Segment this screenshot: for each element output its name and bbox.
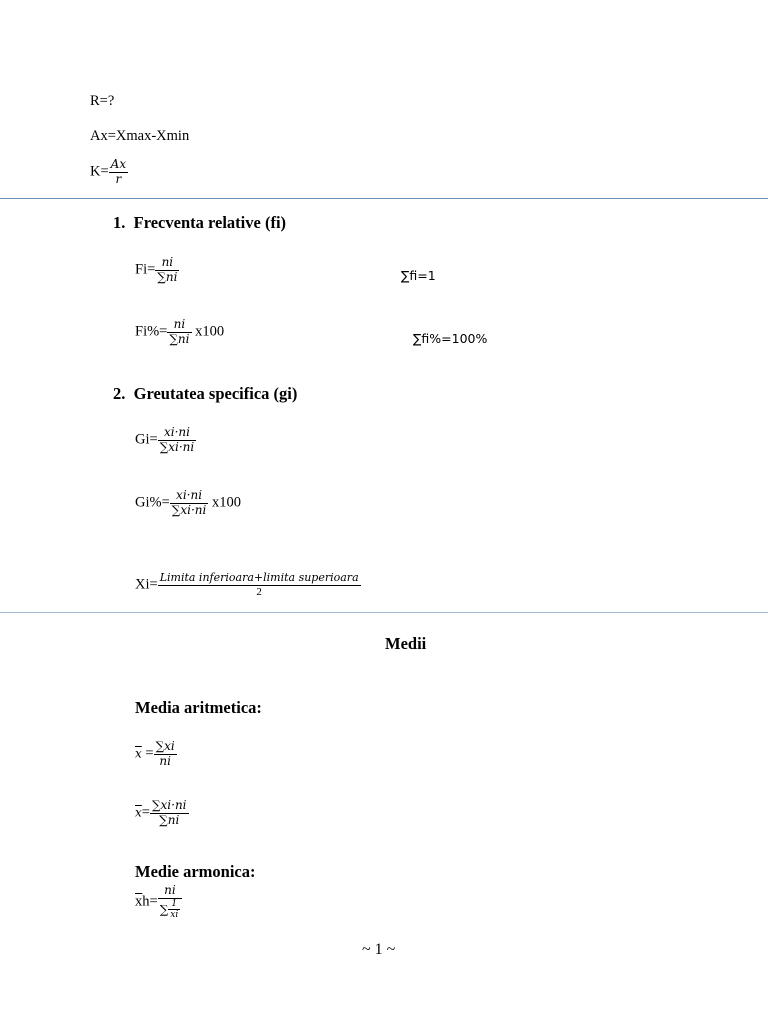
section1-heading	[113, 213, 286, 233]
fi-numerator: ni	[161, 255, 174, 269]
k-formula	[90, 158, 128, 187]
arm-inner-denominator: xi	[170, 910, 179, 921]
arit2-denominator: ∑ni	[150, 813, 189, 828]
ax-line: Ax=Xmax-Xmin	[90, 128, 190, 144]
arit2-numerator: ∑xi·ni	[151, 798, 187, 812]
arit1-eq: =	[145, 745, 154, 762]
fi-denominator: ∑ni	[157, 269, 178, 284]
arit2-fraction	[150, 799, 189, 828]
arm-inner-numerator: 1	[171, 898, 178, 909]
arit1-xbar: $\overline{x}$	[135, 746, 142, 761]
arm-fraction	[158, 884, 183, 920]
fi-fraction	[155, 256, 179, 285]
arit1-fraction	[154, 740, 177, 769]
arm-suffix: h=	[142, 893, 158, 910]
r-line: R=?	[90, 93, 115, 109]
medie-armonica-heading: Medie armonica:	[135, 862, 256, 881]
arm-xbar: $\overline{x}$	[135, 893, 143, 910]
gipct-formula	[135, 489, 241, 518]
k-label: K=	[90, 163, 109, 180]
arm-den-sum: ∑	[159, 902, 169, 917]
xi-fraction	[158, 572, 361, 598]
gi-fraction	[158, 426, 197, 455]
fipct-denominator: ∑ni	[169, 331, 190, 346]
xi-label: Xi=	[135, 576, 158, 593]
fi-label: Fi=	[135, 261, 156, 278]
gipct-multiplier: x100	[211, 494, 241, 511]
media-aritmetica-heading: Media aritmetica:	[135, 698, 262, 717]
arm-denominator	[158, 898, 183, 921]
medii-title: Medii	[385, 634, 427, 653]
fipct-fraction	[167, 318, 191, 347]
fi-formula	[135, 256, 179, 285]
arit1-formula	[135, 740, 177, 769]
gi-label: Gi=	[135, 431, 158, 448]
xi-denominator: 2	[158, 585, 361, 599]
divider-2	[0, 612, 768, 613]
arit1-denominator: ni	[154, 754, 177, 769]
arit2-eq: =	[141, 804, 150, 821]
gi-numerator: xi·ni	[163, 425, 190, 439]
divider-1	[0, 198, 768, 199]
arm-formula	[135, 884, 182, 920]
arm-numerator: ni	[164, 883, 176, 897]
arit1-numerator: ∑xi	[155, 739, 175, 753]
fipct-numerator: ni	[173, 317, 186, 331]
section1-number: 1.	[113, 213, 126, 232]
gi-formula	[135, 426, 196, 455]
arit2-xbar: $\overline{x}$	[135, 805, 142, 820]
fipct-sum: ∑fi%=100%	[413, 331, 488, 346]
fipct-label: Fi%=	[135, 323, 168, 340]
fipct-multiplier: x100	[195, 323, 225, 340]
gipct-fraction	[170, 489, 209, 518]
section1-title: Frecventa relative (fi)	[133, 213, 287, 232]
gipct-label: Gi%=	[135, 494, 170, 511]
section2-heading	[113, 384, 297, 404]
gi-denominator: ∑xi·ni	[159, 439, 195, 454]
k-numerator: Ax	[110, 157, 127, 171]
arit2-formula	[135, 799, 189, 828]
page-number: ~ 1 ~	[362, 941, 396, 958]
k-denominator: r	[109, 172, 128, 187]
xi-numerator: Limita inferioara+limita superioara	[159, 571, 359, 584]
arm-inner-fraction	[168, 899, 180, 921]
fipct-formula	[135, 318, 224, 347]
gipct-denominator: ∑xi·ni	[171, 502, 207, 517]
fi-sum: ∑fi=1	[401, 268, 436, 283]
section2-title: Greutatea specifica (gi)	[133, 384, 298, 403]
k-fraction	[109, 158, 128, 187]
xi-formula	[135, 572, 361, 598]
gipct-numerator: xi·ni	[176, 488, 203, 502]
section2-number: 2.	[113, 384, 126, 403]
